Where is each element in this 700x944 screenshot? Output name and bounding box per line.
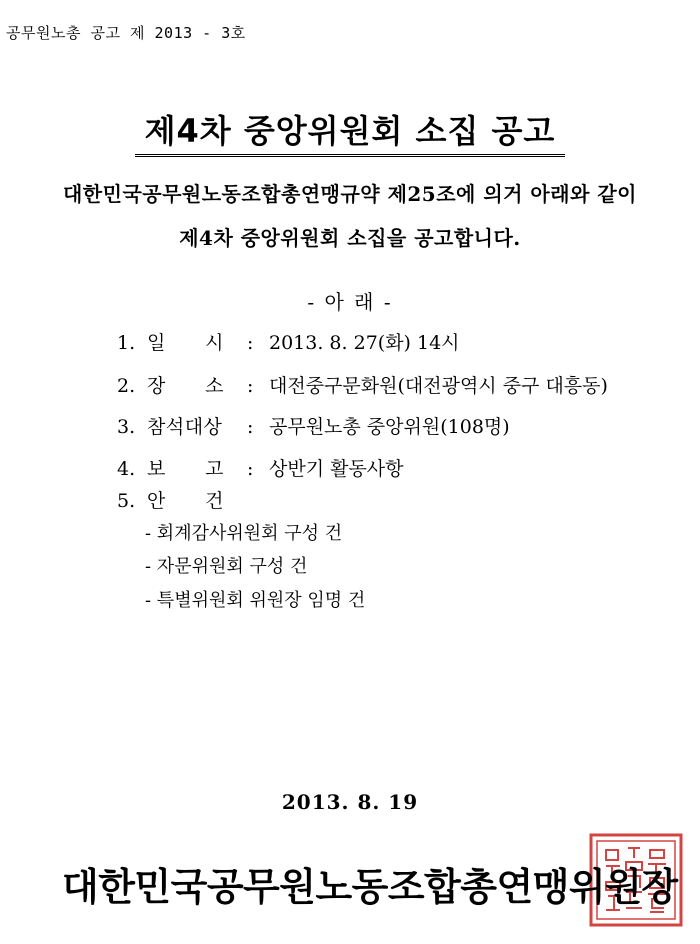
agenda-item: - 자문위원회 구성 건 xyxy=(145,556,308,577)
notice-date: 2013. 8. 19 xyxy=(281,790,419,814)
page-title xyxy=(0,106,700,157)
item-value: 대전중구문화원(대전광역시 중구 대흥동) xyxy=(269,375,608,397)
item-value: 2013. 8. 27(화) 14시 xyxy=(269,332,460,354)
list-item xyxy=(117,486,247,513)
section-heading: - 아 래 - xyxy=(307,290,393,314)
list-item xyxy=(117,412,510,439)
item-separator: : xyxy=(247,332,254,354)
notice-number: 공무원노총 공고 제 2013 - 3호 xyxy=(6,24,246,42)
intro-line-2: 제4차 중앙위원회 소집을 공고합니다. xyxy=(179,226,521,250)
list-item xyxy=(117,328,460,355)
list-item xyxy=(117,371,608,398)
item-label: 일 시 xyxy=(147,332,224,354)
list-item xyxy=(117,454,404,481)
item-label: 참석대상 xyxy=(147,416,223,438)
item-separator: : xyxy=(247,375,254,397)
item-number: 3. xyxy=(117,416,136,438)
item-number: 4. xyxy=(117,458,136,480)
item-number: 2. xyxy=(117,375,136,397)
agenda-item: - 회계감사위원회 구성 건 xyxy=(145,523,343,544)
item-number: 1. xyxy=(117,332,136,354)
agenda-item: - 특별위원회 위원장 임명 건 xyxy=(145,590,366,611)
item-value: 상반기 활동사항 xyxy=(269,458,404,480)
intro-line-1: 대한민국공무원노동조합총연맹규약 제25조에 의거 아래와 같이 xyxy=(62,182,637,206)
item-separator: : xyxy=(247,458,254,480)
item-number: 5. xyxy=(117,490,136,512)
item-value: 공무원노총 중앙위원(108명) xyxy=(269,416,510,438)
item-label: 안 건 xyxy=(147,490,224,512)
item-label: 장 소 xyxy=(147,375,224,397)
item-separator: : xyxy=(247,416,254,438)
item-label: 보 고 xyxy=(147,458,224,480)
page-title-text: 제4차 중앙위원회 소집 공고 xyxy=(135,106,566,157)
signature-line: 대한민국공무원노동조합총연맹위원장 xyxy=(62,865,678,909)
